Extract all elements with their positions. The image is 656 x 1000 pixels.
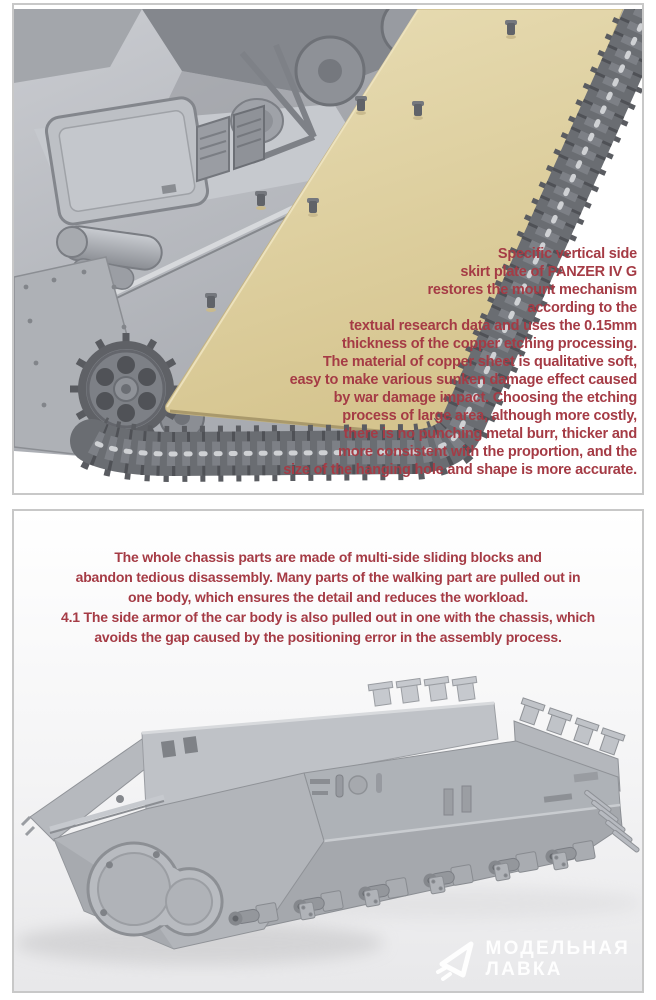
text-line: by war damage impact. Choosing the etching: [333, 390, 637, 406]
text-line: more consistent with the proportion, and the: [338, 444, 637, 460]
text-line: easy to make various sunken damage effect caused: [289, 372, 637, 388]
text-line: thickness of the copper etching processing.: [341, 336, 637, 352]
text-line: according to the: [527, 300, 637, 316]
text-line: restores the mount mechanism: [427, 282, 637, 298]
watermark-line-2: ЛАВКА: [485, 959, 563, 980]
text-line: textual research data and uses the 0.15mm: [349, 318, 637, 334]
text-line: process of large area, although more costly,: [342, 408, 637, 424]
panel-side-skirt-description: [12, 3, 644, 495]
text-line: Specific vertical side: [497, 246, 637, 262]
text-line: The whole chassis parts are made of multi-side sliding blocks and: [114, 549, 542, 565]
skirt-description-text: [205, 245, 637, 479]
store-watermark: [435, 937, 630, 981]
text-line: The material of copper sheet is qualitative soft,: [322, 354, 637, 370]
chassis-description-text: [14, 547, 642, 647]
panel-chassis-description: [12, 509, 644, 993]
text-line: 4.1 The side armor of the car body is also pulled out in one with the chassis, which: [61, 609, 595, 625]
text-line: abandon tedious disassembly. Many parts of the walking part are pulled out in: [75, 569, 581, 585]
text-line: skirt plate of PANZER IV G: [460, 264, 637, 280]
text-line: size of the hanging hole and shape is more accurate.: [283, 462, 637, 478]
text-line: avoids the gap caused by the positioning error in the assembly process.: [94, 629, 562, 645]
text-line: there is no punching metal burr, thicker and: [343, 426, 637, 442]
text-line: one body, which ensures the detail and reduces the workload.: [127, 589, 529, 605]
watermark-line-1: МОДЕЛЬНАЯ: [485, 938, 630, 959]
paper-plane-icon: [435, 937, 477, 981]
